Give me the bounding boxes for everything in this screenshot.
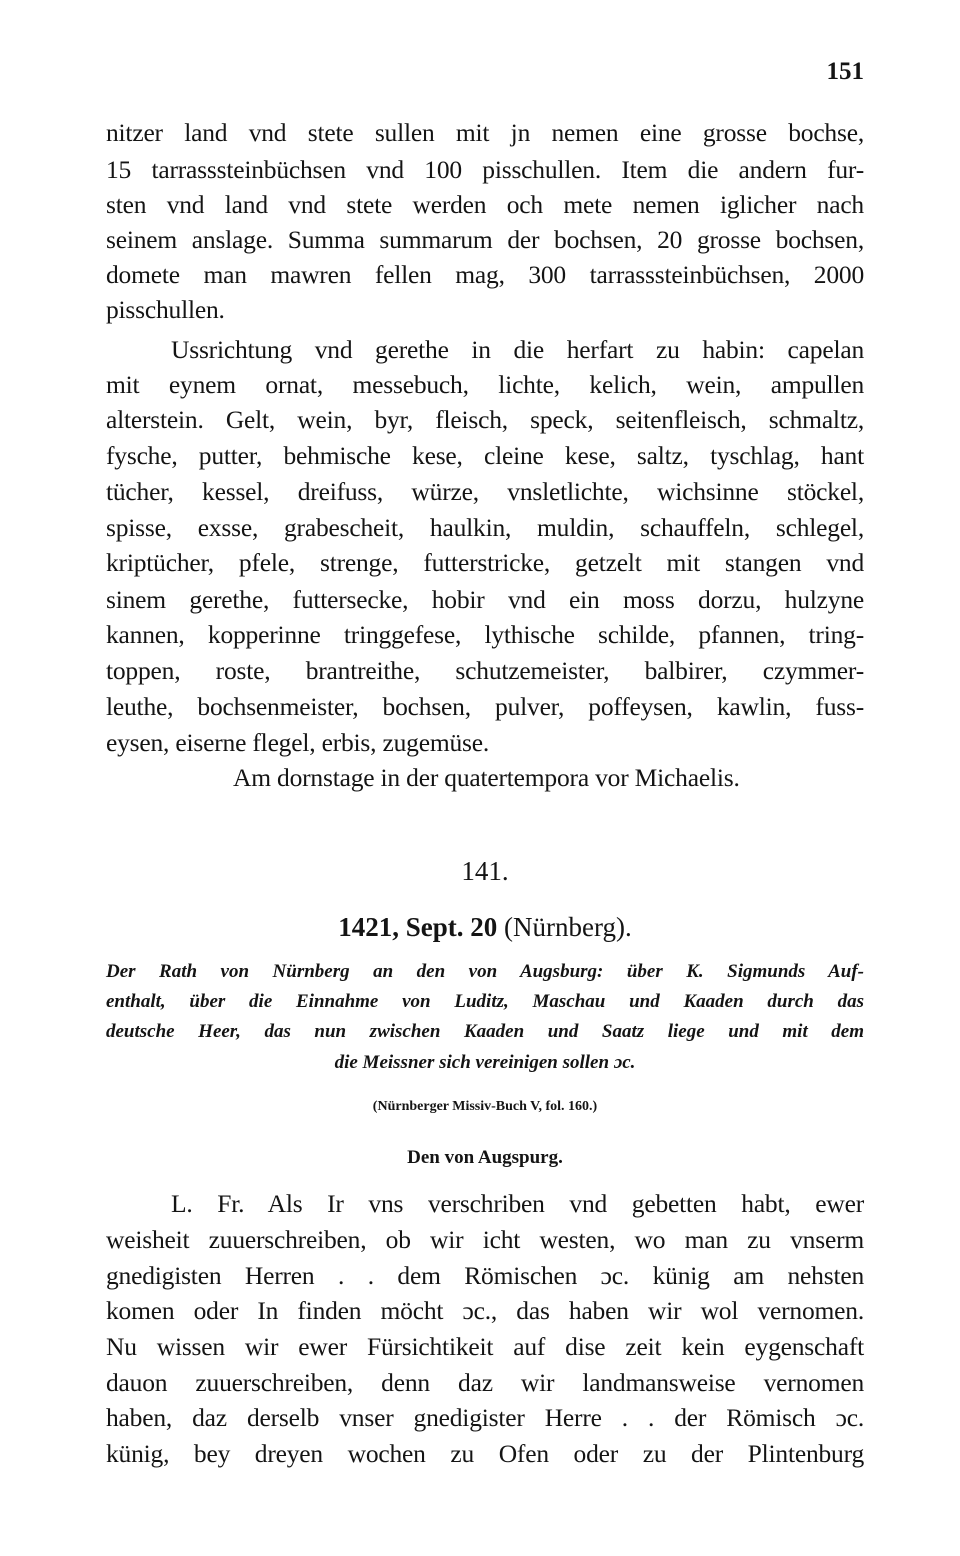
text-line: haben, daz derselb vnser gnedigister Herre . . der Römisch ɔc. xyxy=(106,1403,864,1432)
document-place: (Nürnberg). xyxy=(504,912,632,942)
dateline: Am dornstage in der quatertempora vor Michaelis. xyxy=(233,763,740,792)
text-line: L. Fr. Als Ir vns verschriben vnd gebetten habt, ewer xyxy=(171,1189,864,1218)
text-line: Nu wissen wir ewer Fürsichtikeit auf dise zeit kein eygenschaft xyxy=(106,1332,864,1361)
letter-address: Den von Augspurg. xyxy=(407,1147,563,1168)
text-line: künig, bey dreyen wochen zu Ofen oder zu der Plintenburg xyxy=(106,1439,864,1468)
text-line: sinem gerethe, futtersecke, hobir vnd ein moss dorzu, hulzyne xyxy=(106,585,864,614)
text-line: weisheit zuuerschreiben, ob wir icht westen, wo man zu vnserm xyxy=(106,1225,864,1254)
regest-line: Der Rath von Nürnberg an den von Augsburg: über K. Sigmunds Auf- xyxy=(106,961,864,982)
text-line: kriptücher, pfele, strenge, futterstricke, getzelt mit stangen vnd xyxy=(106,548,864,577)
text-line: sten vnd land vnd stete werden och mete nemen iglicher nach xyxy=(106,190,864,219)
text-line: tücher, kessel, dreifuss, würze, vnsletlichte, wichsinne stöckel, xyxy=(106,477,864,506)
text-line: alterstein. Gelt, wein, byr, fleisch, speck, seitenfleisch, schmaltz, xyxy=(106,405,864,434)
page-number: 151 xyxy=(826,58,864,85)
text-line: spisse, exsse, grabescheit, haulkin, muldin, schauffeln, schlegel, xyxy=(106,513,864,542)
text-line: seinem anslage. Summa summarum der bochsen, 20 grosse bochsen, xyxy=(106,225,864,254)
text-line: eysen, eiserne flegel, erbis, zugemüse. xyxy=(106,728,490,757)
document-date-bold: 1421, Sept. 20 xyxy=(338,912,498,942)
text-line: komen oder In finden möcht ɔc., das haben wir wol vernomen. xyxy=(106,1296,864,1325)
source-citation: (Nürnberger Missiv-Buch V, fol. 160.) xyxy=(372,1099,598,1114)
regest-line: enthalt, über die Einnahme von Luditz, Maschau und Kaaden durch das xyxy=(106,991,864,1012)
text-line: pisschullen. xyxy=(106,295,225,324)
text-line: dauon zuuerschreiben, denn daz wir landmansweise vernomen xyxy=(106,1368,864,1397)
text-line: Ussrichtung vnd gerethe in die herfart zu habin: capelan xyxy=(171,335,864,364)
text-line: kannen, kopperinne tringgefese, lythische schilde, pfannen, tring- xyxy=(106,620,864,649)
text-line: leuthe, bochsenmeister, bochsen, pulver, poffeysen, kawlin, fuss- xyxy=(106,692,864,721)
regest-line: die Meissner sich vereinigen sollen ɔc. xyxy=(334,1052,636,1073)
text-line: toppen, roste, brantreithe, schutzemeister, balbirer, czymmer- xyxy=(106,656,864,685)
text-line: gnedigisten Herren . . dem Römischen ɔc. künig am nehsten xyxy=(106,1261,864,1290)
regest-line: deutsche Heer, das nun zwischen Kaaden und Saatz liege und mit dem xyxy=(106,1021,864,1042)
text-line: fysche, putter, behmische kese, cleine kese, saltz, tyschlag, hant xyxy=(106,441,864,470)
text-line: mit eynem ornat, messebuch, lichte, kelich, wein, ampullen xyxy=(106,370,864,399)
document-date xyxy=(106,912,864,943)
text-line: 15 tarrasssteinbüchsen vnd 100 pisschullen. Item die andern fur- xyxy=(106,155,864,184)
document-number: 141. xyxy=(461,856,509,886)
text-line: nitzer land vnd stete sullen mit jn nemen eine grosse bochse, xyxy=(106,118,864,147)
text-line: domete man mawren fellen mag, 300 tarrasssteinbüchsen, 2000 xyxy=(106,260,864,289)
